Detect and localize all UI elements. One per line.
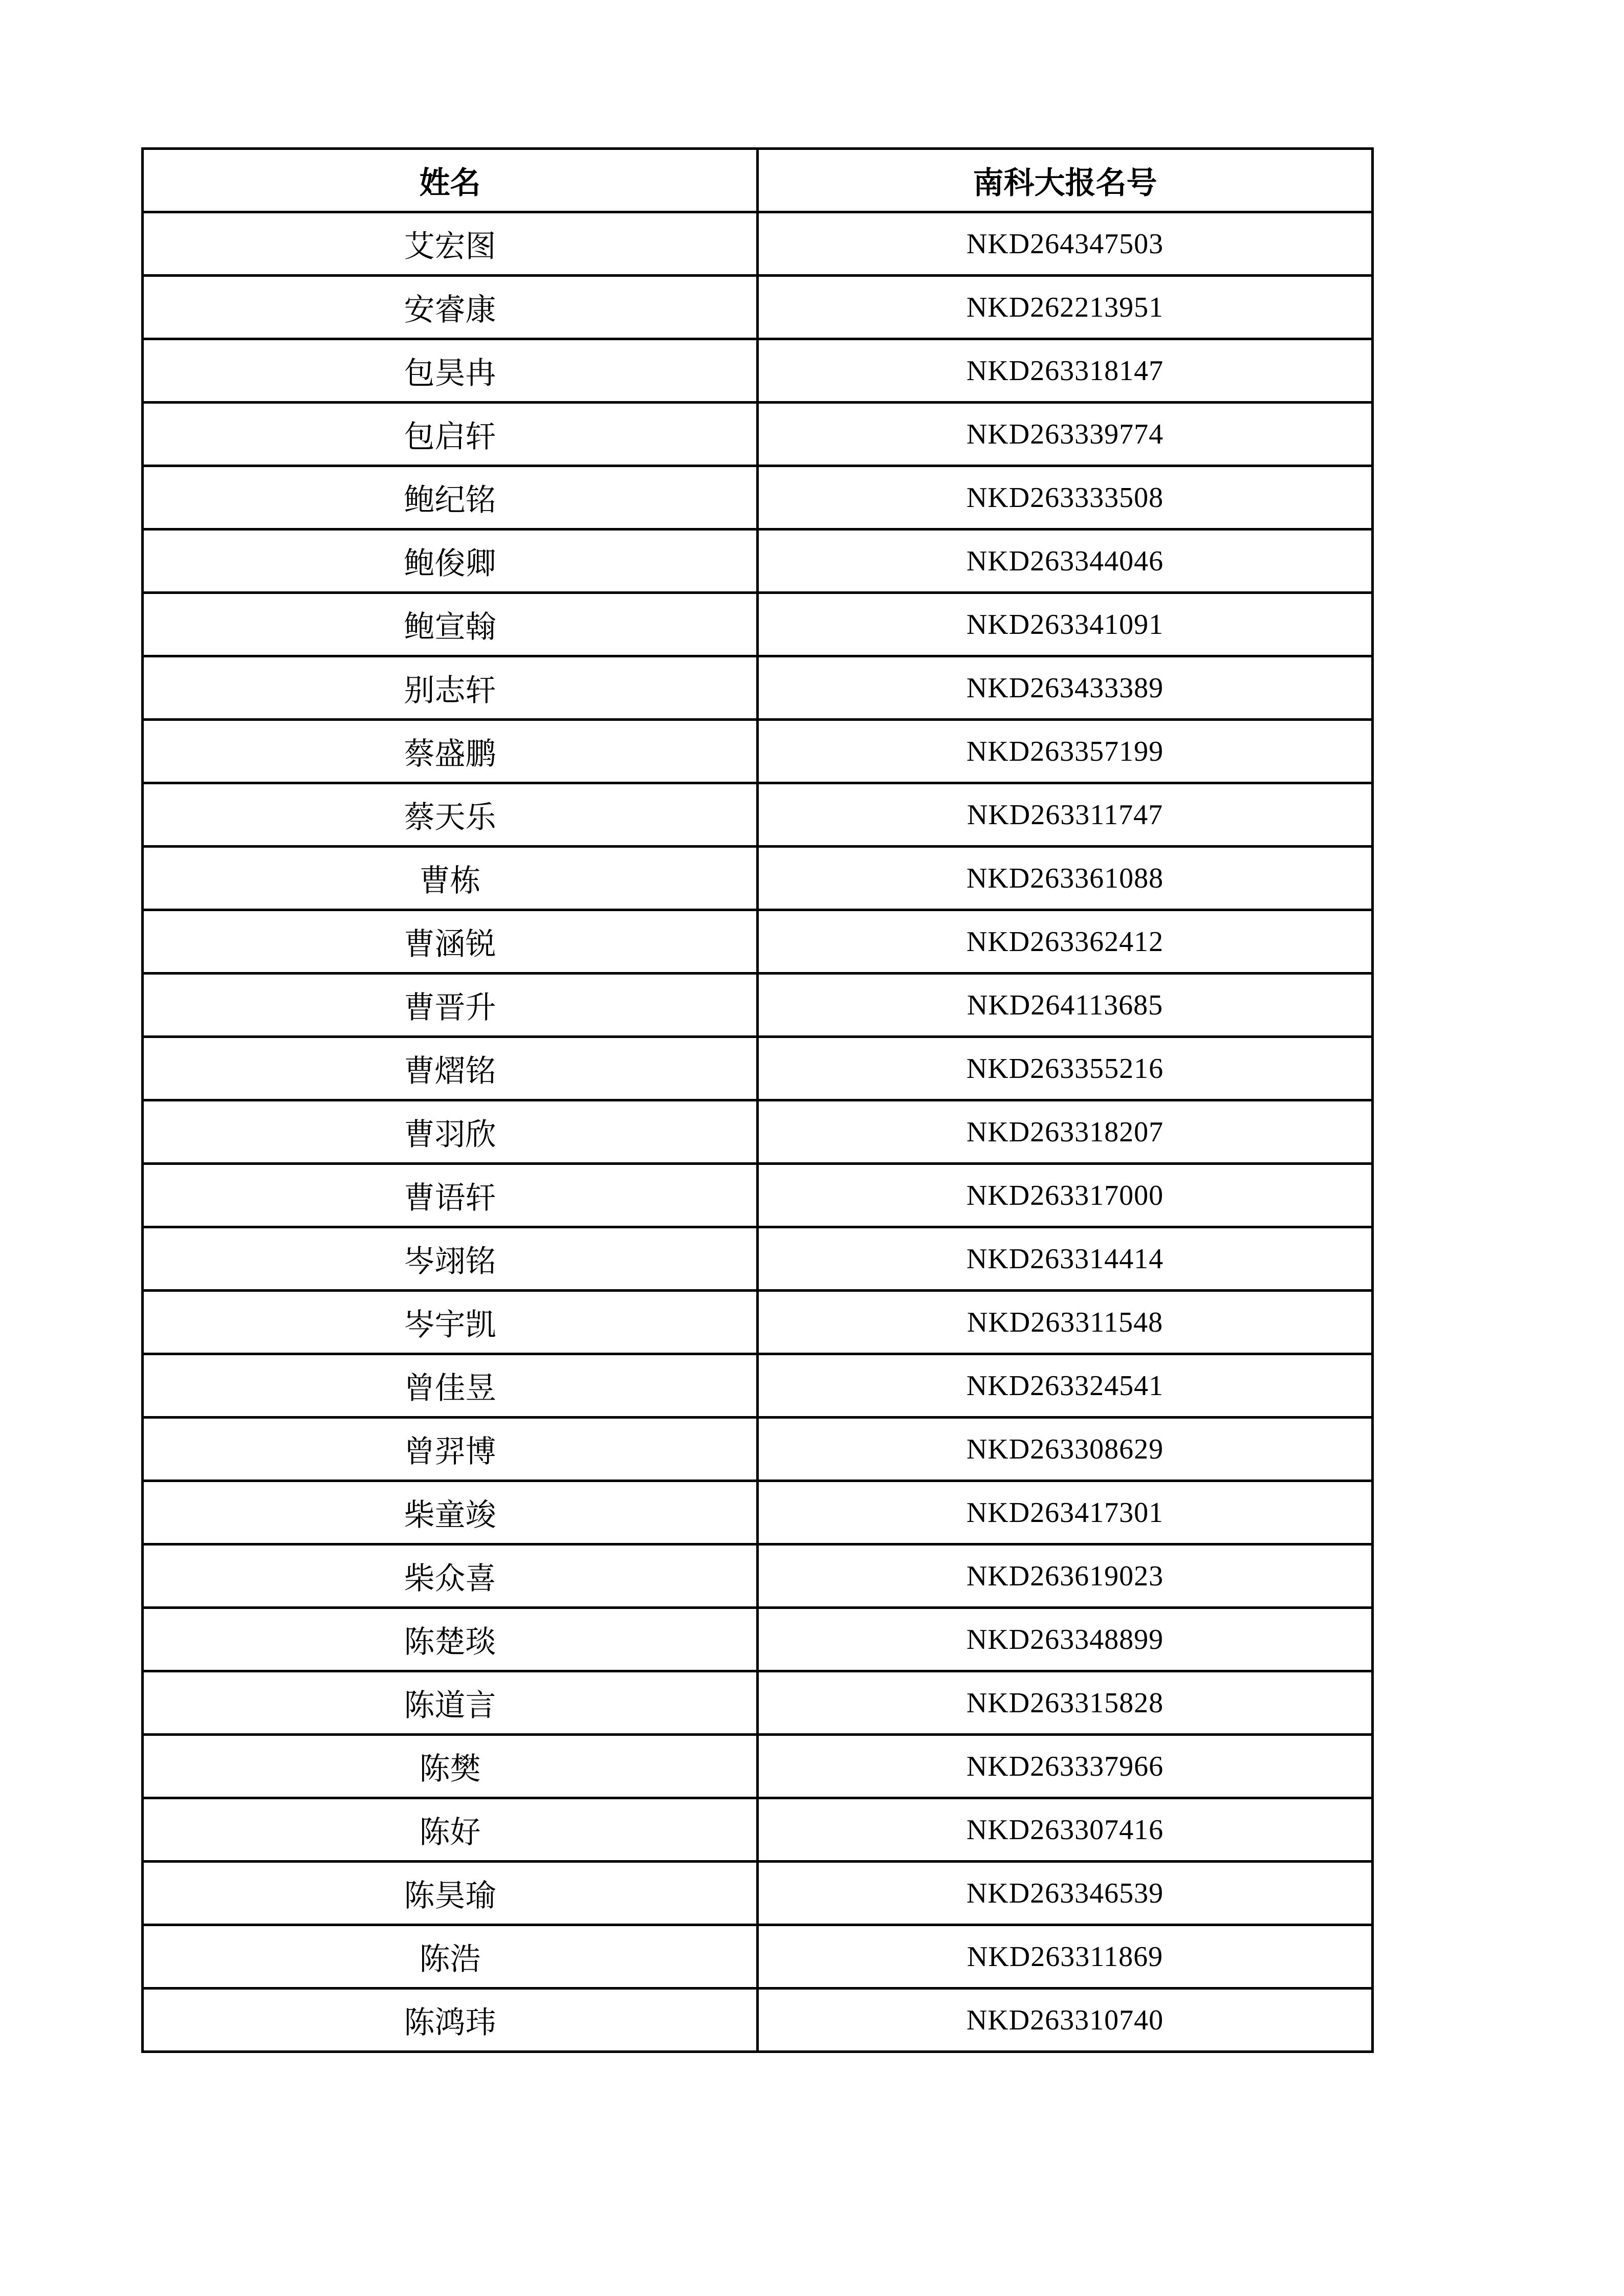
table-row xyxy=(143,1291,1373,1354)
table-row xyxy=(143,783,1373,847)
registration-number-cell: NKD263355216 xyxy=(758,1037,1373,1100)
student-name-cell: 陈鸿玮 xyxy=(143,1989,758,2052)
registration-number-cell: NKD263317000 xyxy=(758,1164,1373,1227)
table-row xyxy=(143,276,1373,339)
student-name-cell: 曹语轩 xyxy=(143,1164,758,1227)
student-name-cell: 安睿康 xyxy=(143,276,758,339)
table-row xyxy=(143,847,1373,910)
student-name-cell: 艾宏图 xyxy=(143,212,758,276)
registration-number-cell: NKD263333508 xyxy=(758,466,1373,529)
registration-number-cell: NKD263310740 xyxy=(758,1989,1373,2052)
student-name-cell: 曹羽欣 xyxy=(143,1100,758,1164)
table-row xyxy=(143,1798,1373,1862)
student-name-cell: 别志轩 xyxy=(143,656,758,720)
registration-number-cell: NKD263433389 xyxy=(758,656,1373,720)
student-name-cell: 曾佳昱 xyxy=(143,1354,758,1418)
registration-number-cell: NKD263348899 xyxy=(758,1608,1373,1671)
registration-number-cell: NKD263311869 xyxy=(758,1925,1373,1989)
name-column-header: 姓名 xyxy=(143,149,758,212)
student-name-cell: 鲍俊卿 xyxy=(143,529,758,593)
registration-table xyxy=(141,147,1374,2053)
table-row xyxy=(143,1544,1373,1608)
table-row xyxy=(143,1925,1373,1989)
student-name-cell: 陈樊 xyxy=(143,1735,758,1798)
table-row xyxy=(143,1481,1373,1544)
registration-number-cell: NKD262213951 xyxy=(758,276,1373,339)
registration-number-column-header: 南科大报名号 xyxy=(758,149,1373,212)
table-row xyxy=(143,1608,1373,1671)
table-row xyxy=(143,1671,1373,1735)
registration-number-cell: NKD263344046 xyxy=(758,529,1373,593)
registration-number-cell: NKD263362412 xyxy=(758,910,1373,974)
student-name-cell: 曹熠铭 xyxy=(143,1037,758,1100)
table-row xyxy=(143,212,1373,276)
registration-number-cell: NKD264113685 xyxy=(758,974,1373,1037)
student-name-cell: 陈好 xyxy=(143,1798,758,1862)
student-name-cell: 鲍宣翰 xyxy=(143,593,758,656)
table-row xyxy=(143,529,1373,593)
registration-number-cell: NKD263311548 xyxy=(758,1291,1373,1354)
table-row xyxy=(143,1862,1373,1925)
table-row xyxy=(143,403,1373,466)
registration-number-cell: NKD263318147 xyxy=(758,339,1373,403)
registration-number-cell: NKD263308629 xyxy=(758,1418,1373,1481)
table-row xyxy=(143,910,1373,974)
student-name-cell: 岑翊铭 xyxy=(143,1227,758,1291)
student-name-cell: 蔡天乐 xyxy=(143,783,758,847)
table-row xyxy=(143,974,1373,1037)
table-row xyxy=(143,1989,1373,2052)
table-row xyxy=(143,466,1373,529)
table-row xyxy=(143,1227,1373,1291)
student-name-cell: 曹涵锐 xyxy=(143,910,758,974)
student-name-cell: 岑宇凯 xyxy=(143,1291,758,1354)
registration-number-cell: NKD263341091 xyxy=(758,593,1373,656)
student-name-cell: 蔡盛鹏 xyxy=(143,720,758,783)
registration-number-cell: NKD264347503 xyxy=(758,212,1373,276)
table-row xyxy=(143,1735,1373,1798)
registration-number-cell: NKD263339774 xyxy=(758,403,1373,466)
table-body xyxy=(143,212,1373,2052)
registration-number-cell: NKD263357199 xyxy=(758,720,1373,783)
student-name-cell: 陈楚琰 xyxy=(143,1608,758,1671)
table-row xyxy=(143,339,1373,403)
table-row xyxy=(143,1037,1373,1100)
student-name-cell: 陈道言 xyxy=(143,1671,758,1735)
student-name-cell: 陈浩 xyxy=(143,1925,758,1989)
table-row xyxy=(143,593,1373,656)
table-row xyxy=(143,1418,1373,1481)
registration-number-cell: NKD263619023 xyxy=(758,1544,1373,1608)
table-header-row xyxy=(143,149,1373,212)
registration-number-cell: NKD263318207 xyxy=(758,1100,1373,1164)
registration-number-cell: NKD263324541 xyxy=(758,1354,1373,1418)
table-row xyxy=(143,720,1373,783)
registration-number-cell: NKD263361088 xyxy=(758,847,1373,910)
student-name-cell: 曹晋升 xyxy=(143,974,758,1037)
student-name-cell: 柴众喜 xyxy=(143,1544,758,1608)
registration-number-cell: NKD263307416 xyxy=(758,1798,1373,1862)
table-row xyxy=(143,1354,1373,1418)
registration-number-cell: NKD263311747 xyxy=(758,783,1373,847)
student-name-cell: 鲍纪铭 xyxy=(143,466,758,529)
student-name-cell: 曹栋 xyxy=(143,847,758,910)
registration-number-cell: NKD263346539 xyxy=(758,1862,1373,1925)
student-name-cell: 陈昊瑜 xyxy=(143,1862,758,1925)
student-name-cell: 曾羿博 xyxy=(143,1418,758,1481)
student-name-cell: 包昊冉 xyxy=(143,339,758,403)
student-name-cell: 包启轩 xyxy=(143,403,758,466)
registration-number-cell: NKD263315828 xyxy=(758,1671,1373,1735)
table-row xyxy=(143,1100,1373,1164)
table-row xyxy=(143,1164,1373,1227)
table-row xyxy=(143,656,1373,720)
student-name-cell: 柴童竣 xyxy=(143,1481,758,1544)
registration-number-cell: NKD263314414 xyxy=(758,1227,1373,1291)
registration-number-cell: NKD263417301 xyxy=(758,1481,1373,1544)
registration-number-cell: NKD263337966 xyxy=(758,1735,1373,1798)
